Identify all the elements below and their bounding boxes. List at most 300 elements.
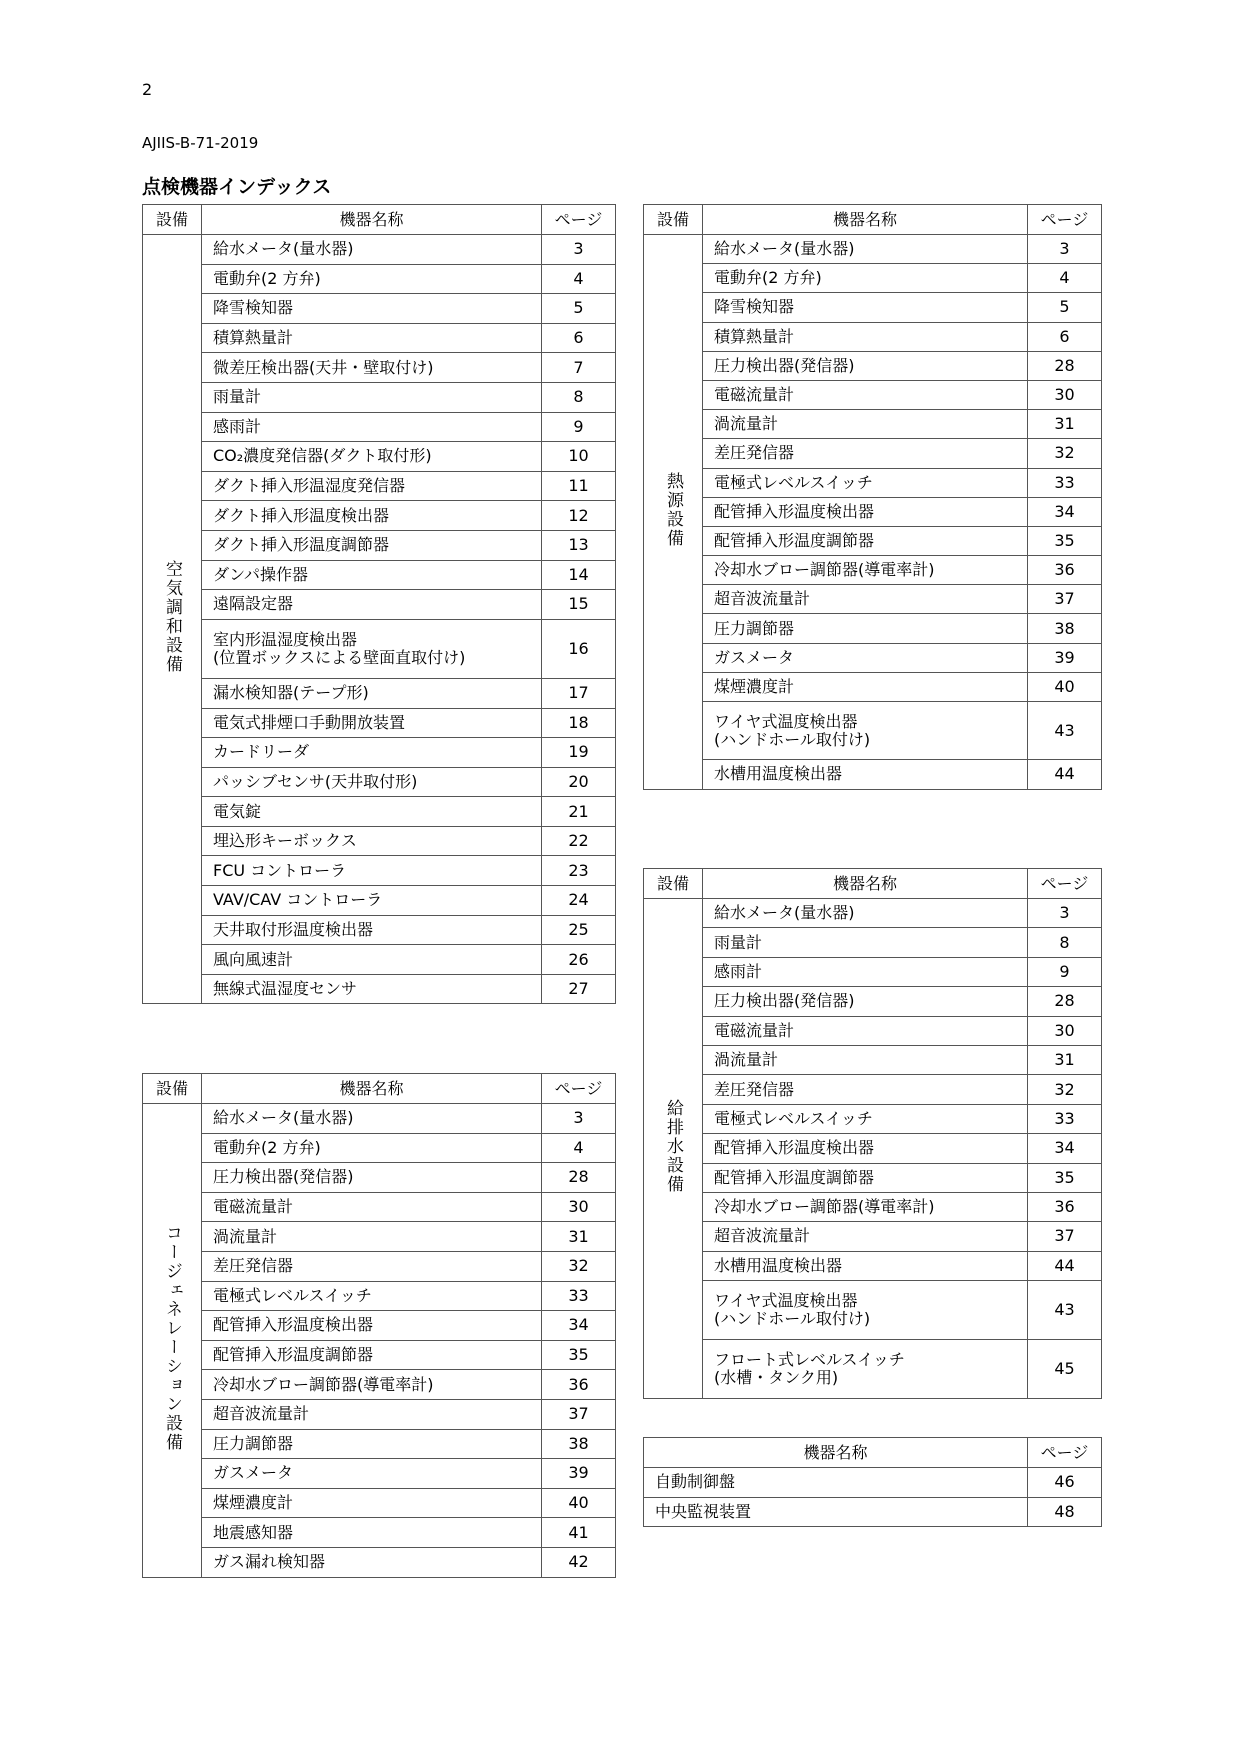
- page-number-cell: 37: [1028, 1222, 1102, 1251]
- equipment-name-detail: (ハンドホール取付け): [714, 729, 871, 749]
- equipment-name-cell: [202, 1281, 542, 1311]
- page-number-cell: 28: [542, 1163, 616, 1193]
- equipment-name: VAV/CAV コントローラ: [213, 890, 383, 910]
- equipment-name-cell: [202, 708, 542, 738]
- page-number-cell: 24: [542, 886, 616, 916]
- equipment-name-cell: [202, 915, 542, 945]
- page-number-cell: 22: [542, 826, 616, 856]
- equipment-name: FCU コントローラ: [213, 860, 347, 880]
- equipment-name: CO₂濃度発信器(ダクト取付形): [213, 446, 432, 466]
- equipment-name-cell: [703, 468, 1028, 497]
- equipment-name: 圧力検出器(発信器): [714, 991, 855, 1011]
- column-header-page: ページ: [1028, 1438, 1102, 1468]
- table-row: [644, 410, 1102, 439]
- column-header-category: 設備: [143, 1074, 202, 1104]
- equipment-name: 冷却水ブロー調節器(導電率計): [714, 560, 935, 580]
- equipment-name: カードリーダ: [213, 742, 310, 762]
- equipment-name: 圧力検出器(発信器): [213, 1167, 354, 1187]
- page-number-cell: 6: [542, 323, 616, 353]
- table-row: [644, 928, 1102, 957]
- equipment-name: 配管挿入形温度検出器: [714, 1138, 875, 1158]
- table-row: [644, 1251, 1102, 1280]
- equipment-name: 圧力検出器(発信器): [714, 355, 855, 375]
- page-number-cell: 34: [542, 1311, 616, 1341]
- header-row: [143, 205, 616, 235]
- table-row: [143, 767, 616, 797]
- table-row: [143, 1340, 616, 1370]
- page-number-cell: 36: [542, 1370, 616, 1400]
- table-row: [644, 987, 1102, 1016]
- page-number-cell: 39: [1028, 643, 1102, 672]
- equipment-name-cell: [202, 738, 542, 768]
- page-number-cell: 3: [542, 235, 616, 265]
- page-number-cell: 40: [1028, 672, 1102, 701]
- equipment-name: ダクト挿入形温湿度発信器: [213, 476, 406, 496]
- page-number-cell: 43: [1028, 702, 1102, 760]
- table-row: [644, 1339, 1102, 1398]
- equipment-name-cell: [202, 797, 542, 827]
- page-number-cell: 20: [542, 767, 616, 797]
- equipment-name: 給水メータ(量水器): [714, 239, 855, 259]
- table-row: [644, 380, 1102, 409]
- equipment-name: 雨量計: [213, 387, 262, 407]
- page-number-cell: 14: [542, 560, 616, 590]
- header-row: [644, 205, 1102, 235]
- table-air-conditioning: [142, 204, 616, 1004]
- table-row: [143, 915, 616, 945]
- equipment-name-cell: [644, 1468, 1028, 1498]
- page-number-cell: 39: [542, 1459, 616, 1489]
- category-cell: [644, 899, 703, 1399]
- page-number-cell: 15: [542, 590, 616, 620]
- table-row: [644, 468, 1102, 497]
- table-row: [143, 1281, 616, 1311]
- page-number-cell: 9: [1028, 957, 1102, 986]
- table-water-supply-drainage: [643, 868, 1102, 1399]
- equipment-name: 配管挿入形温度調節器: [213, 1345, 374, 1365]
- equipment-name-cell: [703, 1075, 1028, 1104]
- equipment-name-cell: [202, 264, 542, 294]
- page-number-cell: 37: [1028, 585, 1102, 614]
- equipment-name-cell: [202, 886, 542, 916]
- page-number-cell: 25: [542, 915, 616, 945]
- column-header-category: 設備: [143, 205, 202, 235]
- equipment-name: 渦流量計: [714, 1050, 779, 1070]
- table-row: [143, 1222, 616, 1252]
- equipment-name-cell: [703, 497, 1028, 526]
- table-row: [644, 1104, 1102, 1133]
- column-header-page: ページ: [542, 1074, 616, 1104]
- page-number-cell: 45: [1028, 1339, 1102, 1398]
- equipment-name-cell: [703, 702, 1028, 760]
- page-number-cell: 8: [542, 382, 616, 412]
- equipment-name: 電動弁(2 方弁): [213, 1137, 321, 1157]
- table-heat-source: [643, 204, 1102, 790]
- equipment-name-detail: (位置ボックスによる壁面直取付け): [213, 647, 466, 667]
- page-number-cell: 26: [542, 945, 616, 975]
- page-number-cell: 32: [1028, 1075, 1102, 1104]
- equipment-name: 超音波流量計: [213, 1404, 310, 1424]
- table-row: [143, 1192, 616, 1222]
- page-number-cell: 8: [1028, 928, 1102, 957]
- equipment-name-cell: [703, 410, 1028, 439]
- category-label: コージェネレーション設備: [162, 1224, 182, 1453]
- equipment-name: 電動弁(2 方弁): [213, 268, 321, 288]
- page-number-cell: 43: [1028, 1281, 1102, 1340]
- equipment-name: 無線式温湿度センサ: [213, 979, 358, 999]
- table-row: [143, 738, 616, 768]
- equipment-name-cell: [703, 264, 1028, 293]
- category-label: 給排水設備: [663, 1098, 683, 1194]
- equipment-name-cell: [202, 1488, 542, 1518]
- page-number-cell: 36: [1028, 556, 1102, 585]
- equipment-name: ワイヤ式温度検出器: [714, 1290, 858, 1310]
- table-row: [644, 351, 1102, 380]
- equipment-name-cell: [703, 928, 1028, 957]
- equipment-name-cell: [703, 235, 1028, 264]
- equipment-name: 電気式排煙口手動開放装置: [213, 712, 406, 732]
- equipment-name-cell: [202, 974, 542, 1004]
- table-row: [644, 1468, 1102, 1498]
- page-number-cell: 19: [542, 738, 616, 768]
- equipment-name: 電気錠: [213, 801, 262, 821]
- equipment-name: パッシブセンサ(天井取付形): [213, 771, 418, 791]
- table-row: [644, 614, 1102, 643]
- equipment-name-cell: [202, 1311, 542, 1341]
- page-number-cell: 3: [1028, 899, 1102, 928]
- equipment-name-cell: [202, 560, 542, 590]
- table-row: [143, 826, 616, 856]
- page-number-cell: 41: [542, 1518, 616, 1548]
- page-number-cell: 23: [542, 856, 616, 886]
- page-number-cell: 32: [1028, 439, 1102, 468]
- equipment-name-cell: [703, 1016, 1028, 1045]
- equipment-name-cell: [202, 382, 542, 412]
- document-code: AJIIS-B-71-2019: [142, 134, 259, 152]
- table-row: [143, 1370, 616, 1400]
- page-number-cell: 33: [542, 1281, 616, 1311]
- page-number-cell: 10: [542, 442, 616, 472]
- equipment-name: ダンパ操作器: [213, 564, 309, 584]
- equipment-name: 配管挿入形温度調節器: [714, 530, 875, 550]
- table-row: [143, 974, 616, 1004]
- page-number-cell: 35: [1028, 1163, 1102, 1192]
- equipment-name-cell: [703, 1339, 1028, 1398]
- page-number-cell: 34: [1028, 497, 1102, 526]
- table-row: [143, 886, 616, 916]
- equipment-name: 積算熱量計: [714, 326, 795, 346]
- equipment-name: 超音波流量計: [714, 1226, 811, 1246]
- page-number-cell: 28: [1028, 987, 1102, 1016]
- equipment-name-cell: [703, 1163, 1028, 1192]
- equipment-name: 煤煙濃度計: [213, 1493, 294, 1513]
- equipment-name-cell: [202, 1547, 542, 1577]
- equipment-name-cell: [703, 643, 1028, 672]
- equipment-name-cell: [703, 1134, 1028, 1163]
- equipment-name-cell: [202, 590, 542, 620]
- equipment-name: ガスメータ: [714, 647, 795, 667]
- equipment-name: 自動制御盤: [655, 1472, 736, 1492]
- equipment-name-cell: [703, 672, 1028, 701]
- equipment-name-cell: [202, 235, 542, 265]
- table-row: [644, 526, 1102, 555]
- table-row: [143, 323, 616, 353]
- equipment-name-cell: [202, 412, 542, 442]
- equipment-name-cell: [202, 826, 542, 856]
- page-number-cell: 31: [1028, 1045, 1102, 1074]
- column-header-name: 機器名称: [202, 1074, 542, 1104]
- page-number-cell: 40: [542, 1488, 616, 1518]
- table-row: [644, 702, 1102, 760]
- equipment-name-cell: [202, 1222, 542, 1252]
- equipment-name: 漏水検知器(テープ形): [213, 683, 369, 703]
- table-row: [644, 235, 1102, 264]
- table-row: [143, 590, 616, 620]
- equipment-name: 水槽用温度検出器: [714, 1255, 843, 1275]
- table-row: [143, 856, 616, 886]
- table-row: [644, 1045, 1102, 1074]
- table-row: [644, 1134, 1102, 1163]
- table-row: [644, 643, 1102, 672]
- page-number-cell: 35: [542, 1340, 616, 1370]
- equipment-name-cell: [202, 1251, 542, 1281]
- equipment-name-cell: [703, 322, 1028, 351]
- page-number-cell: 6: [1028, 322, 1102, 351]
- equipment-name: 電極式レベルスイッチ: [714, 472, 873, 492]
- equipment-name-cell: [202, 1399, 542, 1429]
- equipment-name-cell: [644, 1497, 1028, 1527]
- table-row: [644, 1192, 1102, 1221]
- index-title: 点検機器インデックス: [142, 176, 332, 198]
- table-row: [143, 678, 616, 708]
- page-number-cell: 35: [1028, 526, 1102, 555]
- page-number-cell: 30: [542, 1192, 616, 1222]
- equipment-name: 圧力調節器: [213, 1433, 294, 1453]
- page-number-cell: 42: [542, 1547, 616, 1577]
- equipment-name-cell: [202, 1163, 542, 1193]
- table-row: [143, 530, 616, 560]
- equipment-name-cell: [202, 856, 542, 886]
- column-header-page: ページ: [1028, 205, 1102, 235]
- equipment-name-detail: (ハンドホール取付け): [714, 1308, 871, 1328]
- page-number-cell: 33: [1028, 1104, 1102, 1133]
- equipment-name-cell: [202, 619, 542, 678]
- table-row: [143, 471, 616, 501]
- page-number-cell: 38: [1028, 614, 1102, 643]
- table-row: [644, 264, 1102, 293]
- equipment-name-cell: [202, 1429, 542, 1459]
- equipment-name-cell: [202, 501, 542, 531]
- page-number: 2: [142, 80, 153, 99]
- page-number-cell: 9: [542, 412, 616, 442]
- page-number-cell: 4: [542, 1133, 616, 1163]
- equipment-name: 差圧発信器: [714, 1079, 795, 1099]
- equipment-name: 渦流量計: [714, 414, 779, 434]
- equipment-name-cell: [703, 556, 1028, 585]
- page-number-cell: 21: [542, 797, 616, 827]
- equipment-name-cell: [703, 351, 1028, 380]
- table-row: [644, 556, 1102, 585]
- equipment-name: 電動弁(2 方弁): [714, 268, 822, 288]
- table-row: [143, 797, 616, 827]
- column-header-category: 設備: [644, 869, 703, 899]
- equipment-name: 給水メータ(量水器): [714, 903, 855, 923]
- equipment-name: 電磁流量計: [213, 1197, 294, 1217]
- column-header-name: 機器名称: [644, 1438, 1028, 1468]
- table-row: [143, 1429, 616, 1459]
- page-number-cell: 30: [1028, 380, 1102, 409]
- table-row: [143, 294, 616, 324]
- table-cogeneration: [142, 1073, 616, 1578]
- equipment-name-cell: [703, 585, 1028, 614]
- table-other-equipment: [643, 1437, 1102, 1527]
- equipment-name: 天井取付形温度検出器: [213, 919, 374, 939]
- table-row: [644, 1497, 1102, 1527]
- equipment-name-cell: [202, 767, 542, 797]
- equipment-name: 感雨計: [213, 416, 262, 436]
- equipment-name-cell: [703, 526, 1028, 555]
- table-row: [143, 1104, 616, 1134]
- page-number-cell: 44: [1028, 1251, 1102, 1280]
- equipment-name-cell: [202, 471, 542, 501]
- equipment-name-cell: [202, 1104, 542, 1134]
- equipment-name: 電磁流量計: [714, 1020, 795, 1040]
- table-row: [644, 1163, 1102, 1192]
- equipment-name: 埋込形キーボックス: [213, 831, 357, 851]
- table-row: [143, 1163, 616, 1193]
- equipment-name-cell: [703, 1192, 1028, 1221]
- equipment-name: 煤煙濃度計: [714, 676, 795, 696]
- table-row: [143, 560, 616, 590]
- table-row: [644, 957, 1102, 986]
- equipment-name-detail: (水槽・タンク用): [714, 1367, 839, 1387]
- equipment-name: 給水メータ(量水器): [213, 1108, 354, 1128]
- table-row: [644, 1281, 1102, 1340]
- table-row: [143, 235, 616, 265]
- header-row: [644, 869, 1102, 899]
- equipment-name-cell: [703, 899, 1028, 928]
- page-number-cell: 3: [1028, 235, 1102, 264]
- page-number-cell: 16: [542, 619, 616, 678]
- page-number-cell: 3: [542, 1104, 616, 1134]
- page-number-cell: 27: [542, 974, 616, 1004]
- equipment-name: 雨量計: [714, 932, 763, 952]
- equipment-name: 感雨計: [714, 961, 763, 981]
- equipment-name: 差圧発信器: [714, 443, 795, 463]
- equipment-name: 風向風速計: [213, 949, 294, 969]
- table-row: [644, 1016, 1102, 1045]
- equipment-name: 超音波流量計: [714, 589, 811, 609]
- equipment-name: ダクト挿入形温度調節器: [213, 535, 390, 555]
- equipment-name: 配管挿入形温度調節器: [714, 1167, 875, 1187]
- equipment-name-cell: [202, 442, 542, 472]
- table-row: [143, 501, 616, 531]
- equipment-name-cell: [703, 760, 1028, 789]
- page-number-cell: 28: [1028, 351, 1102, 380]
- equipment-name-cell: [703, 614, 1028, 643]
- equipment-name: 室内形温湿度検出器: [213, 629, 358, 649]
- equipment-name: 差圧発信器: [213, 1256, 294, 1276]
- table-row: [143, 442, 616, 472]
- page-number-cell: 12: [542, 501, 616, 531]
- equipment-name-cell: [202, 294, 542, 324]
- equipment-name: 降雪検知器: [213, 298, 294, 318]
- column-header-page: ページ: [1028, 869, 1102, 899]
- page-number-cell: 13: [542, 530, 616, 560]
- page-number-cell: 34: [1028, 1134, 1102, 1163]
- equipment-name-cell: [703, 957, 1028, 986]
- page-number-cell: 17: [542, 678, 616, 708]
- column-header-name: 機器名称: [202, 205, 542, 235]
- page-number-cell: 5: [542, 294, 616, 324]
- equipment-name: 配管挿入形温度検出器: [213, 1315, 374, 1335]
- equipment-name-cell: [703, 1251, 1028, 1280]
- equipment-name-cell: [202, 353, 542, 383]
- table-row: [644, 672, 1102, 701]
- equipment-name-cell: [703, 439, 1028, 468]
- equipment-name: 電極式レベルスイッチ: [213, 1285, 372, 1305]
- table-row: [644, 1222, 1102, 1251]
- table-row: [644, 760, 1102, 789]
- table-row: [644, 899, 1102, 928]
- equipment-name-cell: [202, 1133, 542, 1163]
- table-row: [143, 1459, 616, 1489]
- table-row: [143, 1518, 616, 1548]
- equipment-name: 圧力調節器: [714, 618, 795, 638]
- page-number-cell: 5: [1028, 293, 1102, 322]
- table-row: [143, 1488, 616, 1518]
- equipment-name: 電磁流量計: [714, 385, 795, 405]
- equipment-name-cell: [202, 1459, 542, 1489]
- equipment-name: 地震感知器: [213, 1522, 294, 1542]
- equipment-name: 冷却水ブロー調節器(導電率計): [213, 1374, 434, 1394]
- equipment-name-cell: [202, 323, 542, 353]
- table-row: [644, 497, 1102, 526]
- equipment-name-cell: [703, 380, 1028, 409]
- table-row: [644, 1075, 1102, 1104]
- equipment-name-cell: [703, 1222, 1028, 1251]
- table-row: [143, 353, 616, 383]
- equipment-name-cell: [202, 1340, 542, 1370]
- table-row: [143, 412, 616, 442]
- equipment-name: ダクト挿入形温度検出器: [213, 505, 390, 525]
- page-number-cell: 38: [542, 1429, 616, 1459]
- column-header-page: ページ: [542, 205, 616, 235]
- page-number-cell: 4: [1028, 264, 1102, 293]
- page-number-cell: 31: [542, 1222, 616, 1252]
- equipment-name-cell: [202, 530, 542, 560]
- equipment-name: 水槽用温度検出器: [714, 764, 843, 784]
- equipment-name-cell: [202, 1518, 542, 1548]
- table-row: [143, 382, 616, 412]
- page-number-cell: 44: [1028, 760, 1102, 789]
- table-row: [644, 322, 1102, 351]
- category-cell: [143, 1104, 202, 1578]
- equipment-name: 給水メータ(量水器): [213, 239, 354, 259]
- equipment-name-cell: [703, 1281, 1028, 1340]
- page-number-cell: 4: [542, 264, 616, 294]
- table-row: [143, 264, 616, 294]
- table-row: [143, 1251, 616, 1281]
- table-row: [143, 945, 616, 975]
- table-row: [644, 585, 1102, 614]
- page-number-cell: 46: [1028, 1468, 1102, 1498]
- category-label: 熱源設備: [663, 471, 683, 548]
- table-row: [143, 1399, 616, 1429]
- equipment-name-cell: [202, 945, 542, 975]
- category-cell: [143, 235, 202, 1004]
- page-number-cell: 7: [542, 353, 616, 383]
